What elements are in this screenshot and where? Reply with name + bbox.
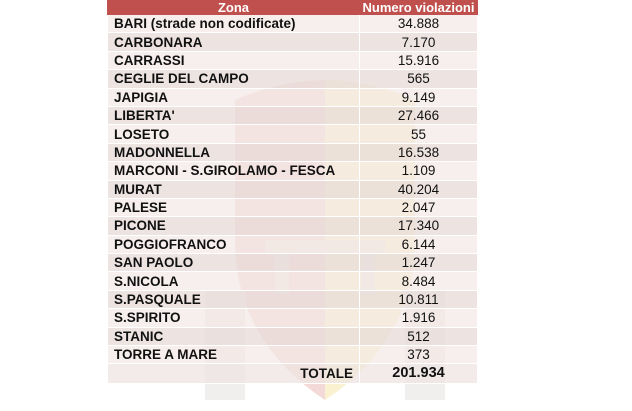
- count-cell: 17.340: [360, 217, 478, 235]
- count-cell: 1.109: [360, 162, 478, 180]
- zone-cell: JAPIGIA: [108, 88, 360, 106]
- table-row: [108, 125, 478, 143]
- count-cell: 40.204: [360, 180, 478, 198]
- table-row: [108, 254, 478, 272]
- count-cell: 565: [360, 70, 478, 88]
- count-cell: 16.538: [360, 143, 478, 161]
- zone-cell: LOSETO: [108, 125, 360, 143]
- table-row: [108, 143, 478, 161]
- zone-cell: S.NICOLA: [108, 272, 360, 290]
- count-cell: 8.484: [360, 272, 478, 290]
- zone-cell: TORRE A MARE: [108, 346, 360, 364]
- count-cell: 1.247: [360, 254, 478, 272]
- table-row: [108, 51, 478, 69]
- count-cell: 7.170: [360, 33, 478, 51]
- violations-table: [107, 0, 478, 384]
- zone-cell: CARRASSI: [108, 51, 360, 69]
- count-cell: 6.144: [360, 235, 478, 253]
- count-cell: 512: [360, 327, 478, 345]
- total-value: 201.934: [360, 364, 478, 384]
- zone-cell: SAN PAOLO: [108, 254, 360, 272]
- table-body: [108, 15, 478, 364]
- count-cell: 27.466: [360, 106, 478, 124]
- count-cell: 34.888: [360, 15, 478, 33]
- table-row: [108, 106, 478, 124]
- table-row: [108, 180, 478, 198]
- count-cell: 15.916: [360, 51, 478, 69]
- table-row: [108, 162, 478, 180]
- table-row: [108, 70, 478, 88]
- table-row: [108, 33, 478, 51]
- zone-cell: S.PASQUALE: [108, 290, 360, 308]
- count-cell: 10.811: [360, 290, 478, 308]
- zone-cell: MURAT: [108, 180, 360, 198]
- zone-cell: S.SPIRITO: [108, 309, 360, 327]
- zone-cell: PALESE: [108, 198, 360, 216]
- table-row: [108, 235, 478, 253]
- table-row: [108, 346, 478, 364]
- table-row: [108, 15, 478, 33]
- table-row: [108, 290, 478, 308]
- count-cell: 1.916: [360, 309, 478, 327]
- zone-cell: PICONE: [108, 217, 360, 235]
- zone-cell: CARBONARA: [108, 33, 360, 51]
- table-row: [108, 88, 478, 106]
- table-row: [108, 309, 478, 327]
- zone-cell: STANIC: [108, 327, 360, 345]
- zone-cell: CEGLIE DEL CAMPO: [108, 70, 360, 88]
- table-row: [108, 272, 478, 290]
- total-label: TOTALE: [108, 364, 360, 384]
- zone-cell: MADONNELLA: [108, 143, 360, 161]
- zone-cell: LIBERTA': [108, 106, 360, 124]
- count-cell: 55: [360, 125, 478, 143]
- zone-cell: MARCONI - S.GIROLAMO - FESCA: [108, 162, 360, 180]
- zone-cell: BARI (strade non codificate): [108, 15, 360, 33]
- count-cell: 2.047: [360, 198, 478, 216]
- column-header-count: Numero violazioni: [360, 1, 478, 15]
- count-cell: 373: [360, 346, 478, 364]
- table-row: [108, 327, 478, 345]
- count-cell: 9.149: [360, 88, 478, 106]
- total-row: [108, 364, 478, 384]
- table-header-row: [108, 1, 478, 15]
- column-header-zone: Zona: [108, 1, 360, 15]
- table-row: [108, 198, 478, 216]
- zone-cell: POGGIOFRANCO: [108, 235, 360, 253]
- table-row: [108, 217, 478, 235]
